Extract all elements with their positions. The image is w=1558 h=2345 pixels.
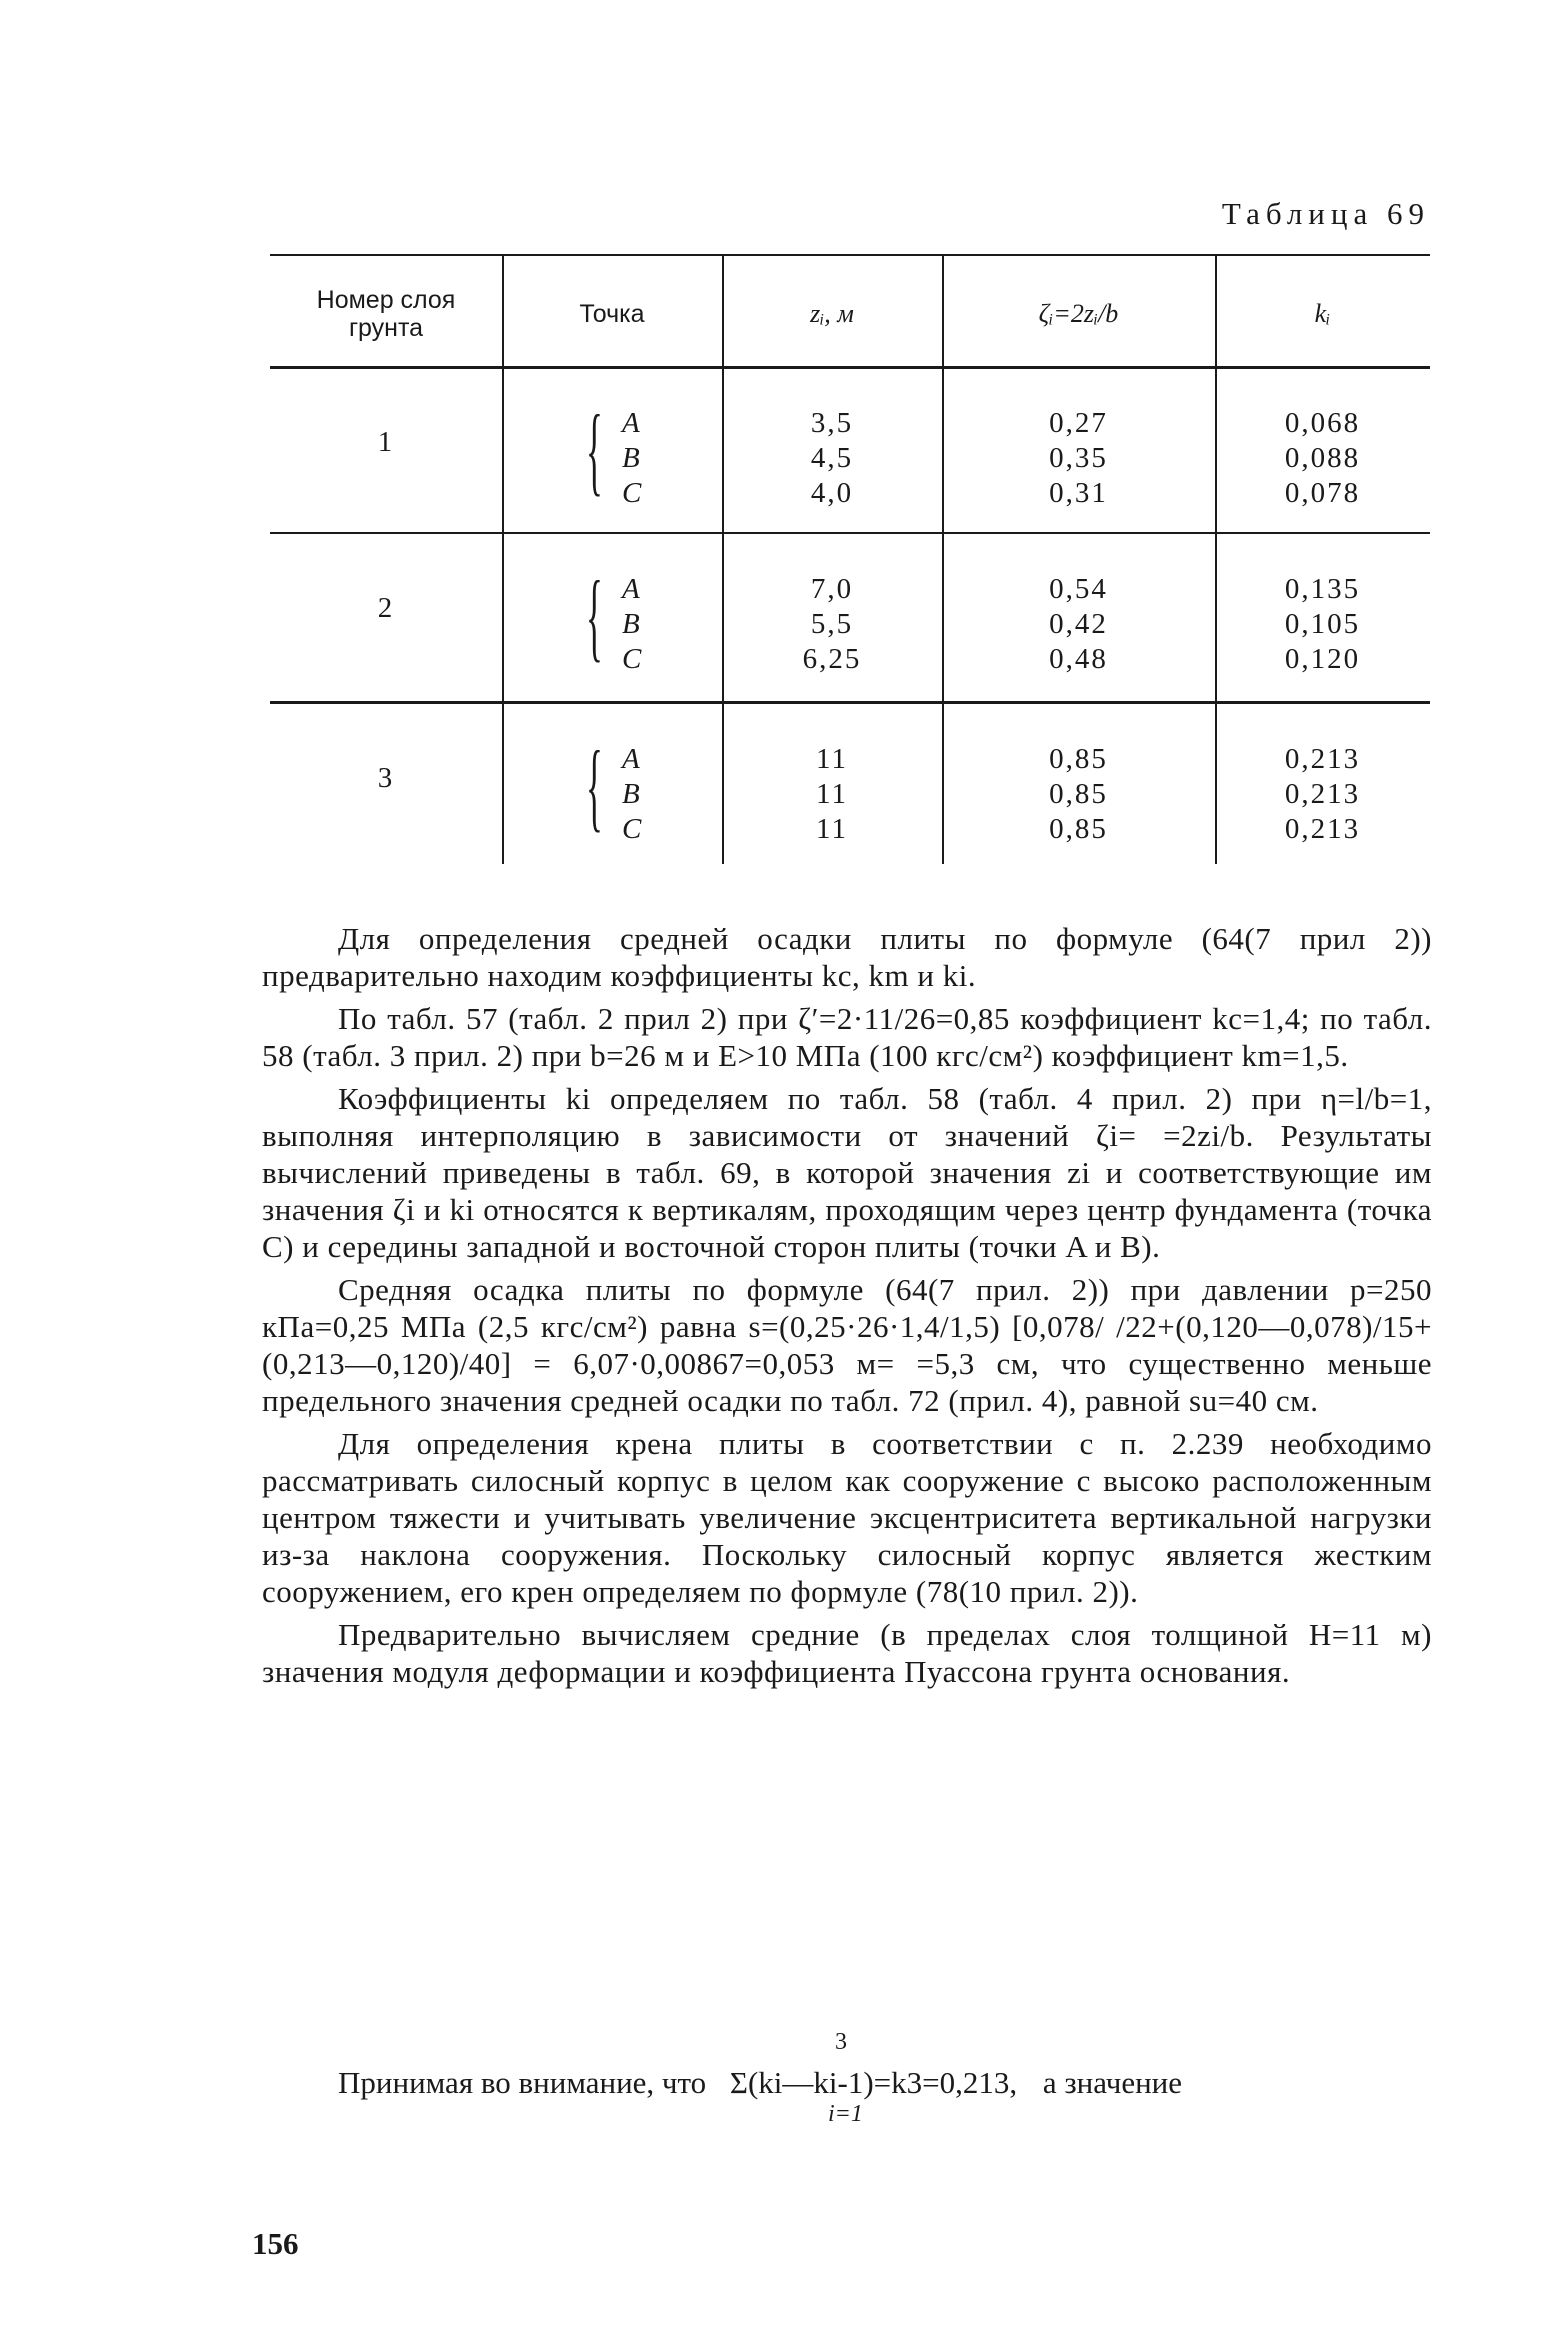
depth-values [722, 572, 942, 677]
table-cell: 0,48 [1049, 643, 1108, 675]
table-cell: 4,5 [810, 442, 854, 474]
table-cell: 11 [816, 778, 848, 810]
table-cell: 6,25 [802, 643, 862, 675]
page-number: 156 [252, 2226, 299, 2261]
point-labels [622, 572, 641, 677]
header-relative-depth: ζᵢ=2zᵢ/b [1038, 299, 1119, 328]
table-top-rule [270, 254, 1430, 256]
paragraph: Коэффициенты ki определяем по табл. 58 (табл. 4 прил. 2) при η=l/b=1, выполняя интерполяцию в зависимости от значений ζi= =2zi/b. Результаты вычислений приведены в табл. 69, в которой значения zi и соответствующие им значения ζi и ki относятся к вертикалям, проходящим через центр фундамента (точка C) и середины западной и восточной сторон плиты (точки A и B). [262, 1081, 1432, 1264]
paragraph: Средняя осадка плиты по формуле (64(7 прил. 2)) при давлении p=250 кПа=0,25 МПа (2,5 кгс/см²) равна s=(0,25·26·1,4/1,5) [0,078/ /22+(0,120—0,078)/15+(0,213—0,120)/40] = 6,07·0,00867=0,053 м= =5,3 см, что существенно меньше предельного значения средней осадки по табл. 72 (прил. 4), равной su=40 см. [262, 1272, 1432, 1418]
relative-depth-values [942, 742, 1215, 847]
paragraph: Предварительно вычисляем средние (в пределах слоя толщиной H=11 м) значения модуля деформации и коэффициента Пуассона грунта основания. [262, 1617, 1432, 1689]
table-cell: 0,088 [1284, 442, 1361, 474]
point-label: C [622, 477, 642, 509]
point-label: C [622, 813, 642, 845]
table-cell: 11 [816, 743, 848, 775]
layer-number: 1 [377, 426, 393, 458]
table-cell: 7,0 [810, 573, 854, 605]
table-cell: 3,5 [810, 407, 854, 439]
point-label: C [622, 643, 642, 675]
depth-values [722, 406, 942, 511]
table-cell: 0,54 [1049, 573, 1108, 605]
point-label: A [622, 573, 640, 605]
relative-depth-values [942, 572, 1215, 677]
table-cell: 0,213 [1284, 778, 1361, 810]
table-cell: 4,0 [810, 477, 854, 509]
table-cell: 0,078 [1284, 477, 1361, 509]
table-cell: 0,85 [1049, 813, 1108, 845]
point-label: A [622, 743, 640, 775]
table-cell: 0,85 [1049, 778, 1108, 810]
point-labels [622, 406, 641, 511]
body-text [262, 920, 1432, 1696]
table-header-rule [270, 366, 1430, 369]
sum-upper-limit: 3 [835, 2029, 847, 2055]
point-label: B [622, 608, 640, 640]
table-row-separator [270, 701, 1430, 704]
coefficient-values [1215, 742, 1430, 847]
header-coefficient: kᵢ [1314, 299, 1331, 328]
header-layer-line1: Номер слоя [316, 286, 456, 314]
coefficient-values [1215, 572, 1430, 677]
brace-glyph: { [586, 394, 603, 505]
sum-lower-limit: i=1 [828, 2101, 863, 2127]
paragraph: Для определения крена плиты в соответствии с п. 2.239 необходимо рассматривать силосный корпус в целом как сооружение с высоко расположенным центром тяжести и учитывать увеличение эксцентриситета вертикальной нагрузки из-за наклона сооружения. Поскольку силосный корпус является жестким сооружением, его крен определяем по формуле (78(10 прил. 2)). [262, 1426, 1432, 1609]
table-cell: 0,213 [1284, 813, 1361, 845]
data-table [270, 254, 1430, 864]
table-cell: 0,31 [1049, 477, 1108, 509]
table-cell: 0,35 [1049, 442, 1108, 474]
brace-glyph: { [586, 560, 603, 671]
table-cell: 0,135 [1284, 573, 1361, 605]
point-label: A [622, 407, 640, 439]
coefficient-values [1215, 406, 1430, 511]
relative-depth-values [942, 406, 1215, 511]
table-cell: 0,105 [1284, 608, 1361, 640]
depth-values [722, 742, 942, 847]
brace-glyph: { [586, 730, 603, 841]
paragraph: По табл. 57 (табл. 2 прил 2) при ζ′=2·11/26=0,85 коэффициент kc=1,4; по табл. 58 (табл. 3 прил. 2) при b=26 м и E>10 МПа (100 кгс/см²) коэффициент km=1,5. [262, 1001, 1432, 1073]
header-layer-line2: грунта [348, 314, 424, 342]
table-cell: 0,120 [1284, 643, 1361, 675]
table-cell: 0,068 [1284, 407, 1361, 439]
header-layer-number [270, 262, 502, 366]
sum-suffix: а значение [1042, 2065, 1183, 2100]
table-row-separator [270, 532, 1430, 534]
table-cell: 0,213 [1284, 743, 1361, 775]
layer-number: 3 [377, 762, 393, 794]
table-cell: 11 [816, 813, 848, 845]
table-cell: 0,27 [1049, 407, 1108, 439]
table-cell: 0,85 [1049, 743, 1108, 775]
sum-formula: Σ(ki—ki-1)=k3=0,213, [729, 2065, 1018, 2100]
point-label: B [622, 442, 640, 474]
point-label: B [622, 778, 640, 810]
layer-number: 2 [377, 592, 393, 624]
paragraph: Для определения средней осадки плиты по формуле (64(7 прил 2)) предварительно находим коэффициенты kc, km и ki. [262, 921, 1432, 993]
sum-text [338, 2065, 1182, 2101]
table-cell: 0,42 [1049, 608, 1108, 640]
table-caption: Таблица 69 [1221, 196, 1430, 231]
table-cell: 5,5 [810, 608, 854, 640]
header-point: Точка [579, 300, 645, 328]
header-depth: zᵢ, м [810, 299, 854, 328]
sum-prefix: Принимая во внимание, что [338, 2065, 707, 2100]
point-labels [622, 742, 641, 847]
